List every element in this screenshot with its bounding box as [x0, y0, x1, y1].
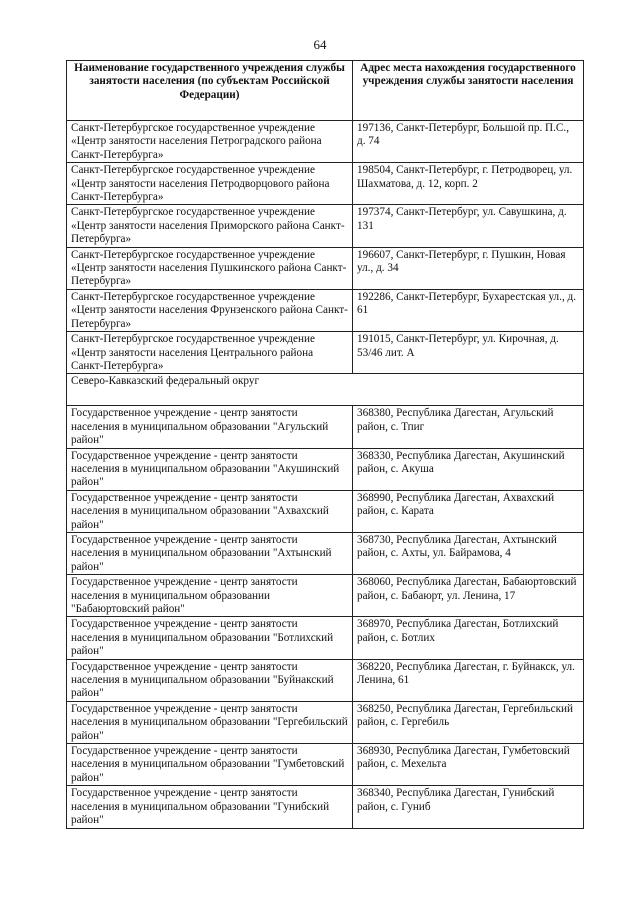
table-row [67, 121, 584, 163]
institution-name-cell: Государственное учреждение - центр занятости населения в муниципальном образовании "Гумбетовский район" [67, 744, 353, 786]
table-row [67, 786, 584, 828]
employment-centers-table [66, 60, 584, 829]
institution-name-cell: Государственное учреждение - центр занятости населения в муниципальном образовании "Гунибский район" [67, 786, 353, 828]
sk-rows [67, 406, 584, 828]
address-cell: 368060, Республика Дагестан, Бабаюртовский район, с. Бабаюрт, ул. Ленина, 17 [353, 575, 584, 617]
table-row [67, 406, 584, 448]
institution-name-cell: Государственное учреждение - центр занятости населения в муниципальном образовании "Буйнакский район" [67, 659, 353, 701]
institution-name-cell: Государственное учреждение - центр занятости населения в муниципальном образовании "Гергебильский район" [67, 701, 353, 743]
section-title: Северо-Кавказский федеральный округ [67, 374, 584, 406]
institution-name-cell: Санкт-Петербургское государственное учреждение «Центр занятости населения Центрального района Санкт-Петербурга» [67, 332, 353, 374]
table-row [67, 659, 584, 701]
address-cell: 197136, Санкт-Петербург, Большой пр. П.С., д. 74 [353, 121, 584, 163]
institution-name-cell: Государственное учреждение - центр занятости населения в муниципальном образовании "Ботлихский район" [67, 617, 353, 659]
institution-name-cell: Санкт-Петербургское государственное учреждение «Центр занятости населения Петроградского района Санкт-Петербурга» [67, 121, 353, 163]
address-cell: 368730, Республика Дагестан, Ахтынский район, с. Ахты, ул. Байрамова, 4 [353, 532, 584, 574]
institution-name-cell: Санкт-Петербургское государственное учреждение «Центр занятости населения Приморского района Санкт-Петербурга» [67, 205, 353, 247]
section-group [67, 374, 584, 406]
institution-name-cell: Государственное учреждение - центр занятости населения в муниципальном образовании "Бабаюртовский район" [67, 575, 353, 617]
institution-name-cell: Государственное учреждение - центр занятости населения в муниципальном образовании "Ахвахский район" [67, 490, 353, 532]
header-address: Адрес места нахождения государственного учреждения службы занятости населения [353, 61, 584, 121]
table-row [67, 575, 584, 617]
address-cell: 368380, Республика Дагестан, Агульский район, с. Тпиг [353, 406, 584, 448]
table-row [67, 163, 584, 205]
institution-name-cell: Государственное учреждение - центр занятости населения в муниципальном образовании "Агульский район" [67, 406, 353, 448]
table-row [67, 617, 584, 659]
table-row [67, 448, 584, 490]
address-cell: 368250, Республика Дагестан, Гергебильский район, с. Гергебиль [353, 701, 584, 743]
table-row [67, 490, 584, 532]
section-row [67, 374, 584, 406]
institution-name-cell: Санкт-Петербургское государственное учреждение «Центр занятости населения Петродворцового района Санкт-Петербурга» [67, 163, 353, 205]
institution-name-cell: Государственное учреждение - центр занятости населения в муниципальном образовании "Ахтынский район" [67, 532, 353, 574]
institution-name-cell: Санкт-Петербургское государственное учреждение «Центр занятости населения Фрунзенского района Санкт-Петербурга» [67, 289, 353, 331]
table-row [67, 532, 584, 574]
page-number: 64 [313, 37, 327, 52]
table-header-row [67, 61, 584, 121]
address-cell: 368330, Республика Дагестан, Акушинский район, с. Акуша [353, 448, 584, 490]
spb-rows [67, 121, 584, 374]
address-cell: 198504, Санкт-Петербург, г. Петродворец, ул. Шахматова, д. 12, корп. 2 [353, 163, 584, 205]
table-row [67, 744, 584, 786]
header-institution-name: Наименование государственного учреждения службы занятости населения (по субъектам Российской Федерации) [67, 61, 353, 121]
address-cell: 197374, Санкт-Петербург, ул. Савушкина, д. 131 [353, 205, 584, 247]
address-cell: 368220, Республика Дагестан, г. Буйнакск, ул. Ленина, 61 [353, 659, 584, 701]
table-row [67, 332, 584, 374]
address-cell: 196607, Санкт-Петербург, г. Пушкин, Новая ул., д. 34 [353, 247, 584, 289]
table-row [67, 205, 584, 247]
table-row [67, 289, 584, 331]
address-cell: 192286, Санкт-Петербург, Бухарестская ул., д. 61 [353, 289, 584, 331]
table-row [67, 701, 584, 743]
table-row [67, 247, 584, 289]
address-cell: 368990, Республика Дагестан, Ахвахский район, с. Карата [353, 490, 584, 532]
institution-name-cell: Государственное учреждение - центр занятости населения в муниципальном образовании "Акушинский район" [67, 448, 353, 490]
address-cell: 368340, Республика Дагестан, Гунибский район, с. Гуниб [353, 786, 584, 828]
address-cell: 368970, Республика Дагестан, Ботлихский район, с. Ботлих [353, 617, 584, 659]
institution-name-cell: Санкт-Петербургское государственное учреждение «Центр занятости населения Пушкинского района Санкт-Петербурга» [67, 247, 353, 289]
address-cell: 191015, Санкт-Петербург, ул. Кирочная, д. 53/46 лит. А [353, 332, 584, 374]
address-cell: 368930, Республика Дагестан, Гумбетовский район, с. Мехельта [353, 744, 584, 786]
